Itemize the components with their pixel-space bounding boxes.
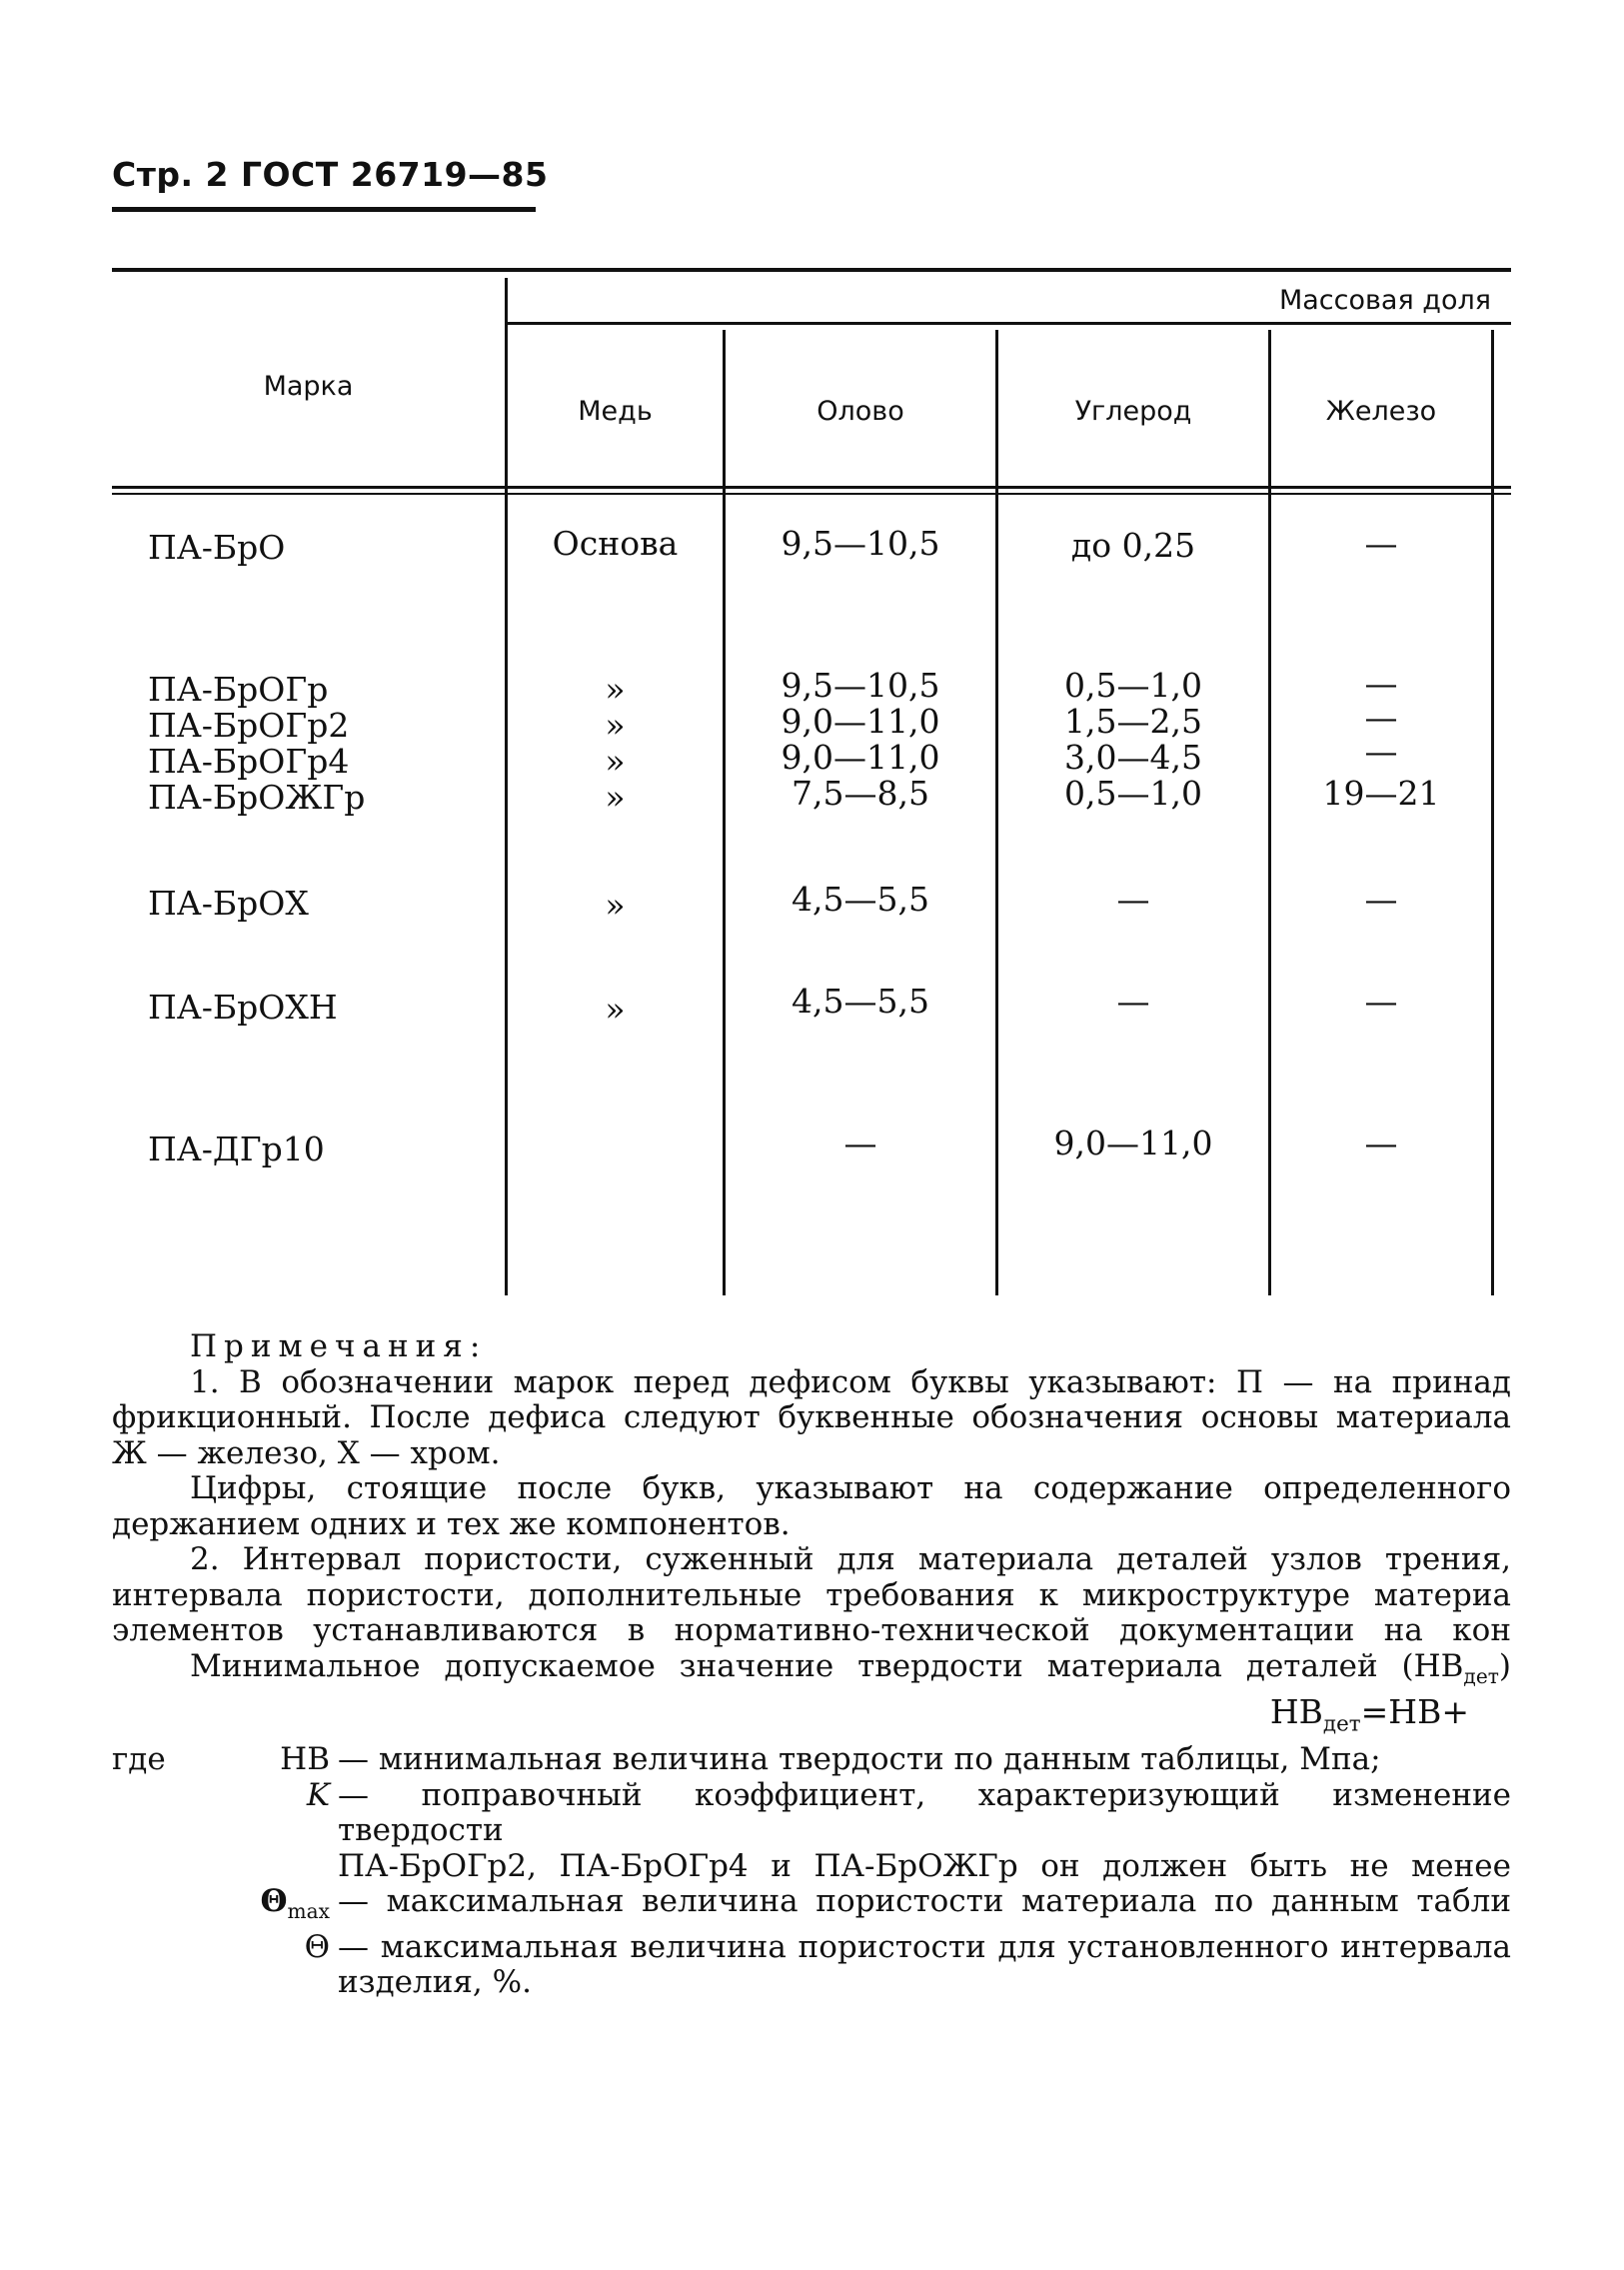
hardness-intro-text: Минимальное допускаемое значение твердости материала деталей (НВ <box>190 1647 1464 1684</box>
notes-title: Примечания: <box>190 1328 488 1364</box>
table-cell-tin: — <box>843 1124 877 1162</box>
table-row-mark: ПА-БрО <box>148 528 286 567</box>
table-cell-copper: Основа <box>552 524 679 563</box>
definition-sym-k: K <box>306 1776 330 1813</box>
table-cell-tin: 9,5—10,5 <box>781 666 940 705</box>
definition-text-hb: — минимальная величина твердости по данным таблицы, Мпа; <box>338 1741 1381 1778</box>
definition-sym-theta-max: $\Theta_{max}$ <box>260 1883 330 1924</box>
table-cell-iron: 19—21 <box>1322 774 1440 813</box>
formula-rhs: =НВ+ <box>1360 1692 1469 1732</box>
note-1b-line-2: держанием одних и тех же компонентов. <box>112 1505 791 1542</box>
table-cell-tin: 9,0—11,0 <box>781 702 940 741</box>
table-cell-copper: » <box>605 706 626 745</box>
table-cell-tin: 4,5—5,5 <box>792 982 929 1021</box>
table-cell-iron: — <box>1364 880 1398 919</box>
note-1-line-2: фрикционный. После дефиса следуют буквенные обозначения основы материала <box>112 1399 1511 1435</box>
table-cell-carbon: до 0,25 <box>1070 526 1196 565</box>
definition-theta-max <box>112 1884 1511 1930</box>
table-row-mark: ПА-БрОХ <box>148 884 309 923</box>
table-cell-tin: 9,5—10,5 <box>781 524 940 563</box>
formula-lhs: НВ <box>1269 1692 1323 1732</box>
table-row-mark: ПА-БрОЖГр <box>148 778 366 817</box>
table-cell-iron: — <box>1364 732 1398 771</box>
definition-text-theta: — максимальная величина пористости для установленного интервала <box>338 1928 1511 1965</box>
table-cell-carbon: 1,5—2,5 <box>1064 702 1202 741</box>
definition-k <box>112 1778 1511 1885</box>
table-row-mark: ПА-БрОГр4 <box>148 742 350 781</box>
definition-text-theta-cont: изделия, %. <box>338 1964 532 2001</box>
hardness-intro-end: ) <box>1498 1647 1511 1684</box>
definition-sym-theta: Θ <box>304 1928 330 1965</box>
formula-sub: дет <box>1322 1711 1361 1737</box>
table-row-mark: ПА-БрОХН <box>148 988 338 1027</box>
table-cell-iron: — <box>1364 698 1398 737</box>
header-rule <box>112 207 536 212</box>
table-cell-carbon: 3,0—4,5 <box>1064 738 1202 777</box>
table-cell-iron: — <box>1364 982 1398 1021</box>
table-cell-copper: » <box>605 742 626 781</box>
col-divider-iron <box>1491 330 1494 1295</box>
definition-sym-hb: где НВ <box>112 1741 330 1778</box>
definition-hb <box>112 1742 1511 1778</box>
table-cell-iron: — <box>1364 664 1398 703</box>
col-header-copper: Медь <box>578 396 653 427</box>
page-label: Стр. 2 <box>112 155 229 194</box>
doc-code: ГОСТ 26719—85 <box>240 155 549 194</box>
notes-section <box>112 1329 1511 2001</box>
note-2-line-3: элементов устанавливаются в нормативно-технической документации на кон <box>112 1612 1511 1648</box>
table-cell-tin: 4,5—5,5 <box>792 880 929 919</box>
table-row-mark: ПА-ДГр10 <box>148 1130 325 1168</box>
table-cell-copper: » <box>605 886 626 925</box>
hardness-formula <box>112 1694 1511 1742</box>
col-header-mark: Марка <box>263 371 354 402</box>
table-top-rule <box>112 268 1511 272</box>
table-cell-copper: » <box>605 990 626 1029</box>
where-label: где <box>112 1741 166 1778</box>
table-cell-iron: — <box>1364 524 1398 563</box>
group-header-rule <box>508 322 1511 325</box>
note-1-line-1: 1. В обозначении марок перед дефисом буквы указывают: П — на принад <box>190 1363 1511 1400</box>
group-header-mass-fraction: Массовая доля <box>1278 285 1491 316</box>
table-row-mark: ПА-БрОГр <box>148 670 329 709</box>
col-header-tin: Олово <box>816 396 904 427</box>
table-cell-tin: 7,5—8,5 <box>792 774 929 813</box>
note-1b-line-1: Цифры, стоящие после букв, указывают на содержание определенного <box>190 1470 1511 1506</box>
table-cell-copper: » <box>605 670 626 709</box>
definition-text-theta-max: — максимальная величина пористости материала по данным табли <box>338 1883 1511 1920</box>
note-2-line-2: интервала пористости, дополнительные требования к микроструктуре материа <box>112 1576 1511 1613</box>
table-cell-carbon: 0,5—1,0 <box>1064 666 1202 705</box>
table-cell-carbon: — <box>1116 880 1150 919</box>
definition-text-k-cont: ПА-БрОГр2, ПА-БрОГр4 и ПА-БрОЖГр он должен быть не менее <box>338 1847 1511 1884</box>
composition-table <box>112 268 1511 1297</box>
header-bottom-rule-2 <box>112 493 1511 495</box>
table-cell-iron: — <box>1364 1124 1398 1162</box>
note-1-line-3: Ж — железо, Х — хром. <box>112 1434 501 1471</box>
table-cell-carbon: 0,5—1,0 <box>1064 774 1202 813</box>
note-2-line-1: 2. Интервал пористости, суженный для материала деталей узлов трения, <box>190 1541 1511 1577</box>
col-header-iron: Железо <box>1325 396 1437 427</box>
definition-text-k: — поправочный коэффициент, характеризующий изменение твердости <box>338 1776 1511 1849</box>
table-cell-carbon: — <box>1116 982 1150 1021</box>
table-row-mark: ПА-БрОГр2 <box>148 706 350 745</box>
header-bottom-rule-1 <box>112 486 1511 489</box>
hardness-intro-sub: дет <box>1463 1663 1499 1688</box>
col-header-carbon: Углерод <box>1074 396 1192 427</box>
table-cell-tin: 9,0—11,0 <box>781 738 940 777</box>
page-header <box>112 155 548 194</box>
table-cell-copper: » <box>605 778 626 817</box>
hardness-intro <box>112 1649 1511 1695</box>
table-cell-carbon: 9,0—11,0 <box>1053 1124 1213 1162</box>
definition-theta <box>112 1930 1511 2001</box>
